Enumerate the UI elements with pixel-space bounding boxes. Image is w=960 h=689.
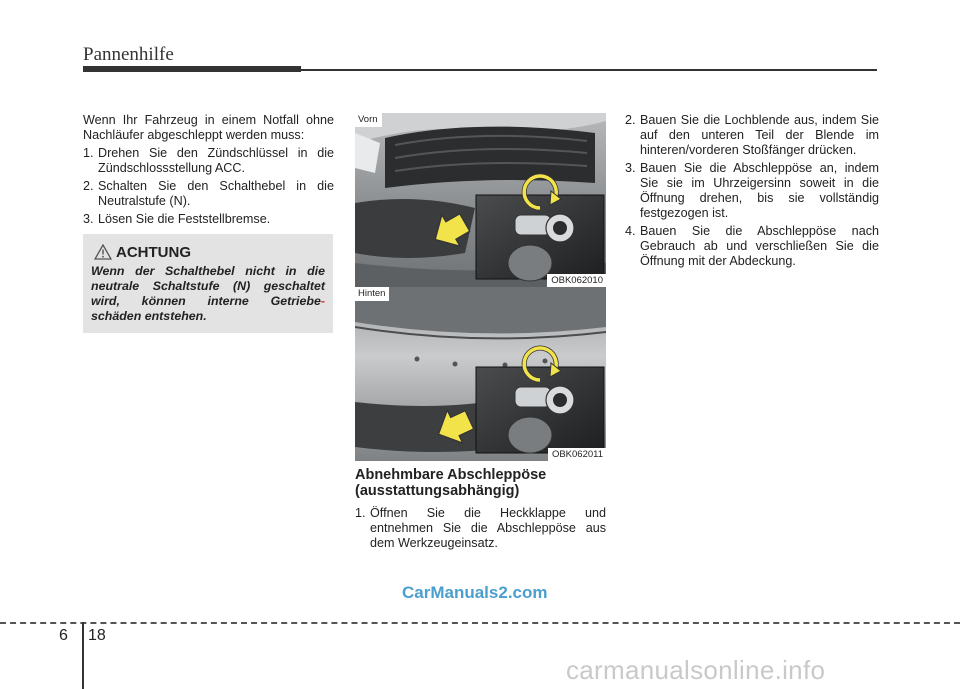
step-number: 3. bbox=[83, 212, 94, 226]
caution-box bbox=[83, 234, 333, 333]
left-column bbox=[83, 113, 334, 230]
step-text: Schalten Sie den Schalthebel in die Neutralstufe (N). bbox=[98, 179, 334, 208]
intro-paragraph: Wenn Ihr Fahrzeug in einem Notfall ohne Nachläufer abgeschleppt werden muss: bbox=[83, 113, 334, 142]
footer-divider bbox=[82, 622, 84, 689]
caution-line: schäden entstehen. bbox=[91, 309, 207, 323]
section-heading-line: Abnehmbare Abschleppöse bbox=[355, 467, 547, 483]
step-text: Drehen Sie den Zündschlüssel in die Zündschlossstellung ACC. bbox=[98, 146, 334, 175]
caution-line: Wenn der Schalthebel nicht in die bbox=[91, 264, 325, 278]
caution-title: ACHTUNG bbox=[116, 244, 191, 261]
tow-hook-steps-list-continued bbox=[625, 113, 879, 269]
middle-column bbox=[355, 467, 606, 554]
page-number: 18 bbox=[88, 627, 106, 644]
caution-text bbox=[91, 264, 325, 324]
list-item bbox=[83, 212, 334, 227]
front-tow-hook-figure bbox=[355, 113, 606, 287]
towing-steps-list bbox=[83, 146, 334, 227]
caution-line bbox=[91, 294, 325, 309]
chapter-number: 6 bbox=[59, 627, 68, 644]
figure-code: OBK062010 bbox=[547, 274, 606, 287]
warning-triangle-icon bbox=[94, 244, 112, 260]
rear-tow-hook-figure bbox=[355, 287, 606, 461]
step-number: 4. bbox=[625, 224, 636, 238]
list-item bbox=[625, 113, 879, 158]
list-item bbox=[355, 506, 606, 551]
caution-line: neutrale Schaltstufe (N) geschaltet bbox=[91, 279, 325, 293]
step-text: Lösen Sie die Feststellbremse. bbox=[98, 212, 271, 226]
step-number: 2. bbox=[625, 113, 636, 127]
watermark-footer: carmanualsonline.info bbox=[566, 655, 826, 685]
step-number: 1. bbox=[355, 506, 366, 520]
header-bar bbox=[83, 66, 301, 72]
caution-line-text: wird, können interne Getriebe bbox=[91, 294, 321, 308]
figure-code: OBK062011 bbox=[548, 448, 606, 461]
tow-hook-steps-list bbox=[355, 506, 606, 551]
page-section-title: Pannenhilfe bbox=[83, 44, 174, 65]
step-text: Bauen Sie die Abschleppöse nach Gebrauch ab und verschließen Sie die Öffnung mit der Abdeckung. bbox=[640, 224, 879, 268]
watermark-link[interactable]: CarManuals2.com bbox=[402, 583, 548, 602]
footer-dashed-rule bbox=[0, 622, 960, 624]
rear-bumper-illustration bbox=[355, 287, 606, 461]
step-text: Öffnen Sie die Heckklappe und entnehmen Sie die Abschleppöse aus dem Werkzeugeinsatz. bbox=[370, 506, 606, 550]
step-text: Bauen Sie die Abschleppöse an, indem Sie sie im Uhrzeigersinn soweit in die Öffnung drehen, bis sie vollständig festgezogen ist. bbox=[640, 161, 879, 220]
header-rule bbox=[301, 69, 877, 71]
figure-label-front: Vorn bbox=[355, 113, 382, 127]
step-number: 1. bbox=[83, 146, 94, 160]
figure-label-rear: Hinten bbox=[355, 287, 389, 301]
list-item bbox=[625, 161, 879, 221]
hyphen-mark: - bbox=[320, 294, 325, 308]
step-number: 2. bbox=[83, 179, 94, 193]
section-heading bbox=[355, 467, 606, 499]
front-bumper-illustration bbox=[355, 113, 606, 287]
list-item bbox=[83, 146, 334, 176]
right-column bbox=[625, 113, 879, 272]
list-item bbox=[625, 224, 879, 269]
step-number: 3. bbox=[625, 161, 636, 175]
step-text: Bauen Sie die Lochblende aus, indem Sie auf den unteren Teil der Blende im hinteren/vorderen Stoßfänger drücken. bbox=[640, 113, 879, 157]
list-item bbox=[83, 179, 334, 209]
section-heading-line: (ausstattungsabhängig) bbox=[355, 483, 520, 499]
